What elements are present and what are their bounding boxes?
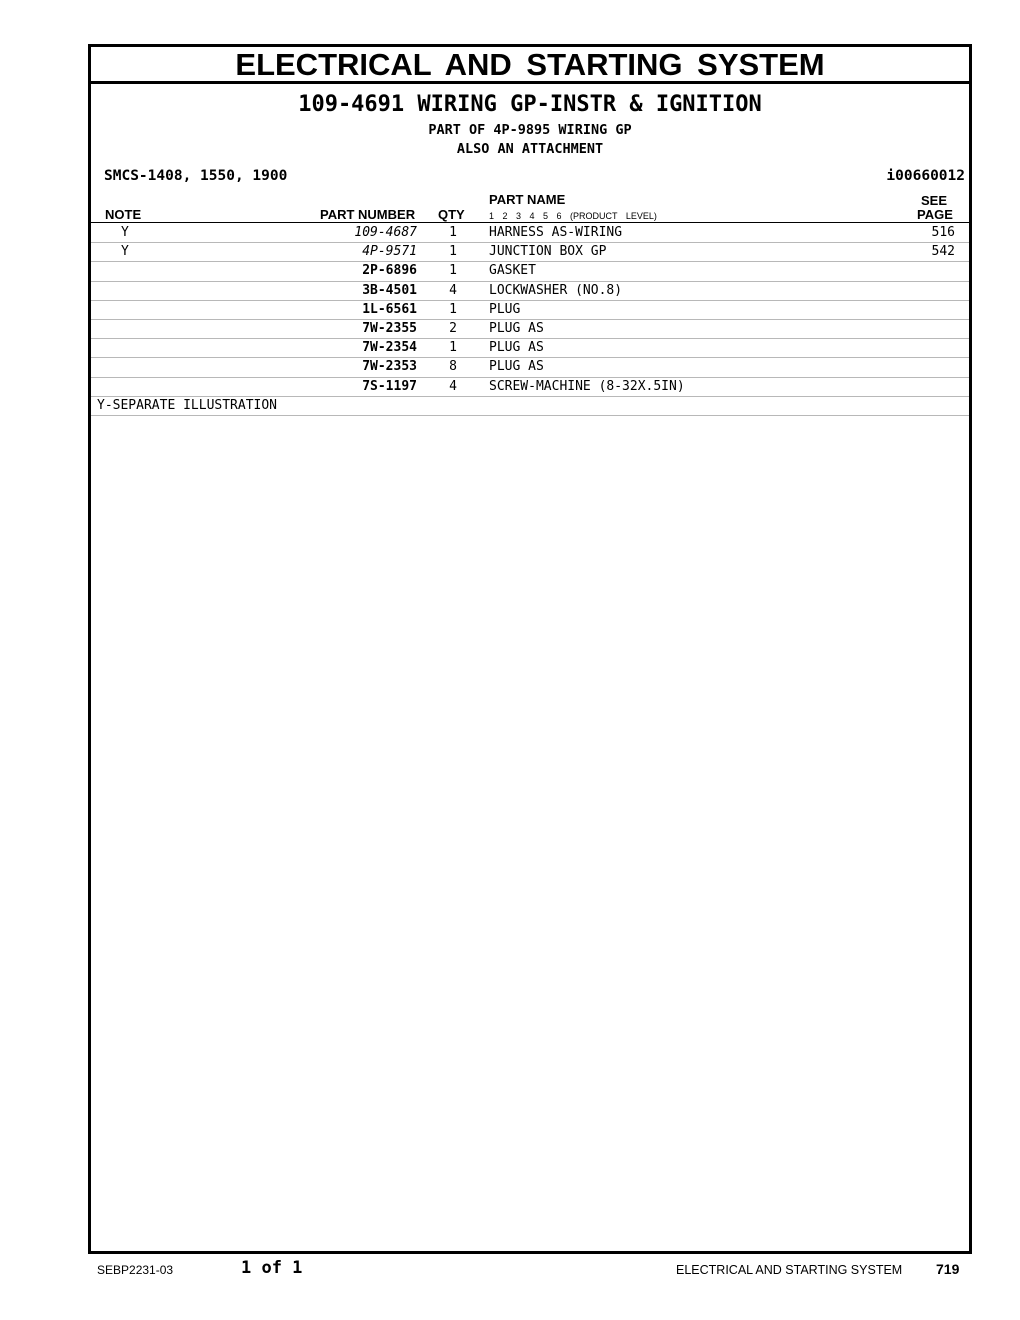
row-see-page[interactable]: 516 xyxy=(931,225,955,240)
row-part-number: 1L-6561 xyxy=(362,301,417,317)
table-row xyxy=(91,320,969,339)
row-part-name: JUNCTION BOX GP xyxy=(489,244,607,260)
row-part-name: LOCKWASHER (NO.8) xyxy=(489,282,623,298)
attachment-subtitle: ALSO AN ATTACHMENT xyxy=(456,141,604,157)
row-qty: 4 xyxy=(449,282,457,298)
footer-page-number: 719 xyxy=(936,1261,960,1277)
header-divider xyxy=(91,222,969,223)
smcs-codes: SMCS-1408, 1550, 1900 xyxy=(104,168,288,184)
header-note: NOTE xyxy=(105,207,142,222)
header-page: PAGE xyxy=(917,207,953,222)
header-part-number: PART NUMBER xyxy=(320,207,416,222)
header-product-levels: 1 2 3 4 5 6 (PRODUCT LEVEL) xyxy=(489,211,657,221)
row-part-name: PLUG AS xyxy=(489,320,544,336)
table-row xyxy=(91,378,969,397)
table-row xyxy=(91,301,969,320)
row-part-number: 3B-4501 xyxy=(362,282,417,298)
row-part-number[interactable]: 4P-9571 xyxy=(362,244,417,260)
notes-legend-row xyxy=(91,397,969,416)
row-part-number: 7W-2353 xyxy=(362,359,417,375)
footer-page-of: 1 of 1 xyxy=(241,1258,303,1278)
table-row xyxy=(91,358,969,377)
parent-group-subtitle: PART OF 4P-9895 WIRING GP xyxy=(428,122,632,138)
table-row xyxy=(91,243,969,262)
row-see-page[interactable]: 542 xyxy=(931,244,955,260)
row-part-name: PLUG AS xyxy=(489,359,544,375)
section-title: ELECTRICAL AND STARTING SYSTEM xyxy=(91,47,969,84)
table-row xyxy=(91,224,969,243)
page-frame xyxy=(88,44,972,1254)
notes-legend: Y-SEPARATE ILLUSTRATION xyxy=(97,397,278,413)
table-row xyxy=(91,262,969,281)
row-part-number[interactable]: 109-4687 xyxy=(354,225,417,240)
row-note: Y xyxy=(121,225,129,240)
row-part-name: PLUG xyxy=(489,301,521,317)
row-part-number: 7S-1197 xyxy=(362,378,417,394)
row-part-number: 7W-2355 xyxy=(362,320,417,336)
row-part-number: 7W-2354 xyxy=(362,340,417,356)
header-part-name: PART NAME xyxy=(489,192,566,207)
footer-doc-id: SEBP2231-03 xyxy=(97,1263,174,1277)
row-qty: 1 xyxy=(449,301,457,317)
row-qty: 1 xyxy=(449,340,457,356)
footer-section: ELECTRICAL AND STARTING SYSTEM xyxy=(676,1263,903,1277)
row-part-name: GASKET xyxy=(489,263,536,279)
row-part-number: 2P-6896 xyxy=(362,263,417,279)
table-row xyxy=(91,282,969,301)
header-see: SEE xyxy=(921,193,948,208)
row-part-name: HARNESS AS-WIRING xyxy=(489,225,623,240)
row-note: Y xyxy=(121,244,129,260)
illustration-id: i00660012 xyxy=(886,168,965,184)
row-qty: 8 xyxy=(449,359,457,375)
row-qty: 1 xyxy=(449,244,457,260)
row-qty: 2 xyxy=(449,320,457,336)
table-row xyxy=(91,339,969,358)
row-part-name: PLUG AS xyxy=(489,340,544,356)
row-qty: 1 xyxy=(449,263,457,279)
row-qty: 4 xyxy=(449,378,457,394)
header-qty: QTY xyxy=(438,207,465,222)
row-qty: 1 xyxy=(449,225,457,240)
parts-table xyxy=(91,224,969,416)
group-title: 109-4691 WIRING GP-INSTR & IGNITION xyxy=(298,92,762,117)
row-part-name: SCREW-MACHINE (8-32X.5IN) xyxy=(489,378,685,394)
